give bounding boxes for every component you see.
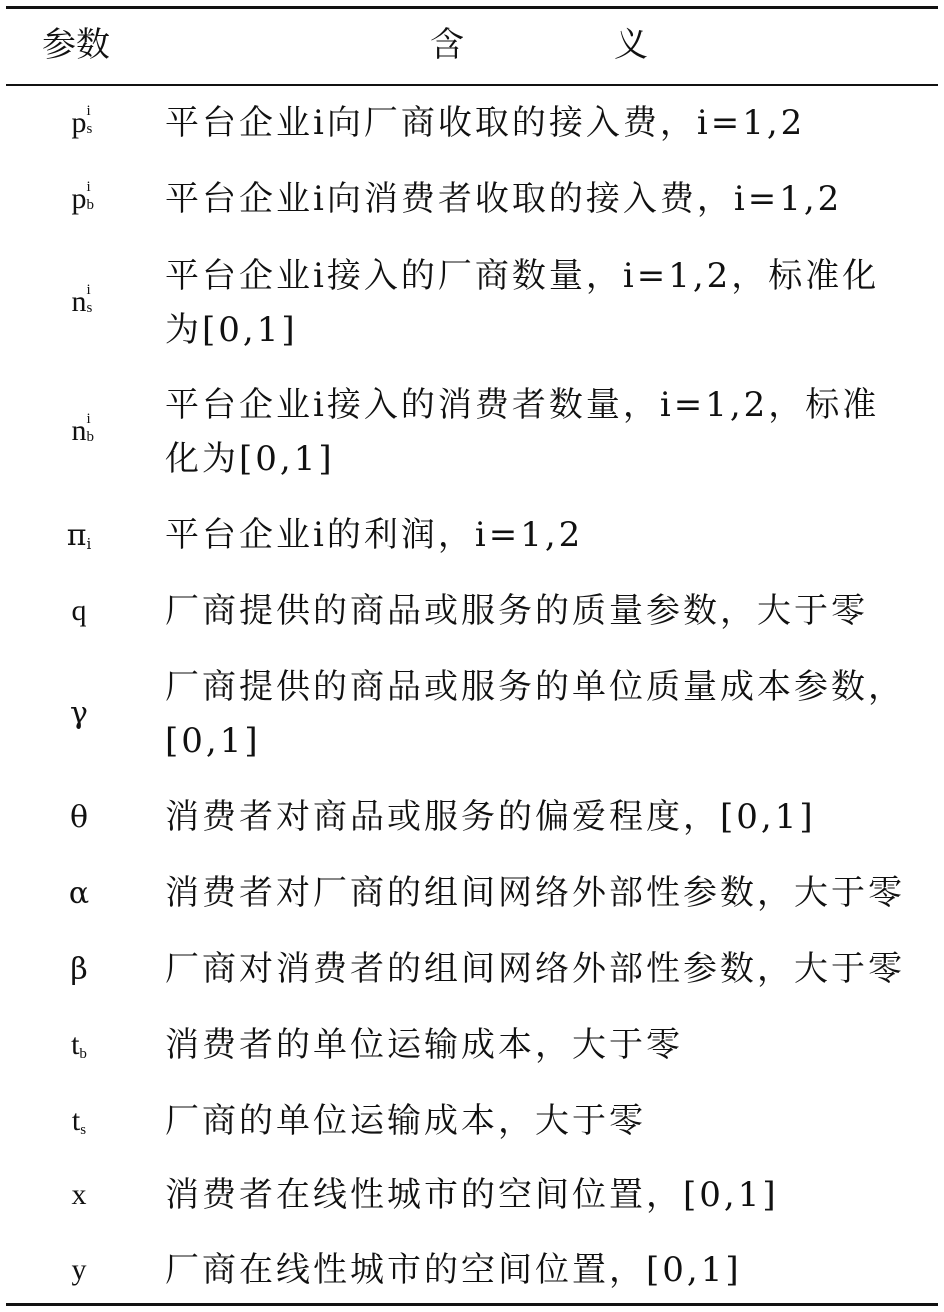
param-meaning: [165, 1018, 917, 1072]
symbol-base: π: [66, 518, 87, 553]
param-symbol: [30, 1253, 128, 1287]
param-meaning: [165, 584, 917, 638]
param-meaning: [165, 866, 917, 920]
meaning-line: 消费者在线性城市的空间位置，[0,1]: [165, 1175, 779, 1215]
symbol-base: y: [71, 1253, 87, 1286]
meaning-line: 厂商在线性城市的空间位置，[0,1]: [165, 1250, 742, 1290]
param-symbol: [30, 103, 128, 140]
param-symbol: [30, 411, 128, 448]
param-meaning: [165, 96, 917, 150]
meaning-line: 平台企业ⅰ接入的消费者数量，i=1,2，标准: [165, 385, 880, 425]
symbol-sub: s: [80, 1122, 87, 1138]
param-symbol: [30, 800, 128, 835]
param-meaning: [165, 172, 917, 226]
param-meaning: [165, 249, 917, 357]
meaning-line: 厂商的单位运输成本，大于零: [165, 1101, 646, 1141]
param-meaning: [165, 508, 917, 562]
meaning-line: 厂商提供的商品或服务的质量参数，大于零: [165, 591, 868, 631]
symbol-base: t: [71, 1104, 81, 1137]
meaning-line: [0,1]: [165, 721, 261, 761]
meaning-line: 为[0,1]: [165, 310, 298, 350]
param-symbol: [30, 518, 128, 553]
meaning-line: 厂商提供的商品或服务的单位质量成本参数，: [165, 667, 905, 707]
param-symbol: [30, 179, 128, 216]
symbol-base: n: [71, 285, 87, 318]
symbol-base: n: [71, 414, 87, 447]
meaning-line: 消费者对商品或服务的偏爱程度，[0,1]: [165, 797, 816, 837]
param-symbol: [30, 952, 128, 987]
symbol-base: t: [71, 1028, 80, 1061]
meaning-line: 平台企业ⅰ向消费者收取的接入费，i=1,2: [165, 179, 843, 219]
symbol-sup: i: [86, 179, 91, 195]
symbol-sup: i: [86, 411, 91, 427]
param-meaning: [165, 942, 917, 996]
header-param: 参数: [42, 25, 110, 65]
symbol-sub: b: [86, 197, 94, 213]
meaning-line: 平台企业ⅰ接入的厂商数量，i=1,2，标准化: [165, 256, 880, 296]
param-meaning: [165, 790, 917, 844]
symbol-base: γ: [70, 696, 88, 731]
param-meaning: [165, 1243, 917, 1297]
bottom-rule: [6, 1303, 938, 1306]
param-symbol: [30, 876, 128, 911]
symbol-base: β: [70, 952, 88, 987]
symbol-sub: s: [86, 121, 93, 137]
symbol-sub: i: [86, 535, 92, 553]
param-meaning: [165, 1094, 917, 1148]
symbol-sub: s: [86, 300, 93, 316]
header-rule: [6, 84, 938, 86]
meaning-line: 平台企业ⅰ的利润，i=1,2: [165, 515, 584, 555]
param-meaning: [165, 378, 917, 486]
symbol-base: α: [68, 876, 90, 911]
param-meaning: [165, 1168, 917, 1222]
param-meaning: [165, 660, 917, 768]
symbol-sub: b: [79, 1046, 87, 1062]
symbol-base: θ: [69, 800, 89, 835]
symbol-sub: b: [86, 429, 94, 445]
param-symbol: [30, 1028, 128, 1063]
symbol-base: p: [71, 106, 87, 139]
param-symbol: [30, 1178, 128, 1212]
param-symbol: [30, 282, 128, 319]
meaning-line: 厂商对消费者的组间网络外部性参数，大于零: [165, 949, 905, 989]
param-symbol: [30, 594, 128, 628]
top-rule: [6, 6, 938, 9]
symbol-base: p: [71, 182, 87, 215]
symbol-sup: i: [86, 103, 91, 119]
meaning-line: 消费者的单位运输成本，大于零: [165, 1025, 683, 1065]
meaning-line: 化为[0,1]: [165, 439, 335, 479]
meaning-line: 消费者对厂商的组间网络外部性参数，大于零: [165, 873, 905, 913]
header-meaning: 含义: [430, 25, 798, 65]
param-symbol: [30, 696, 128, 731]
symbol-base: x: [71, 1178, 87, 1211]
symbol-base: q: [71, 594, 87, 627]
symbol-sup: i: [86, 282, 91, 298]
param-symbol: [30, 1104, 128, 1139]
meaning-line: 平台企业ⅰ向厂商收取的接入费，i=1,2: [165, 103, 806, 143]
